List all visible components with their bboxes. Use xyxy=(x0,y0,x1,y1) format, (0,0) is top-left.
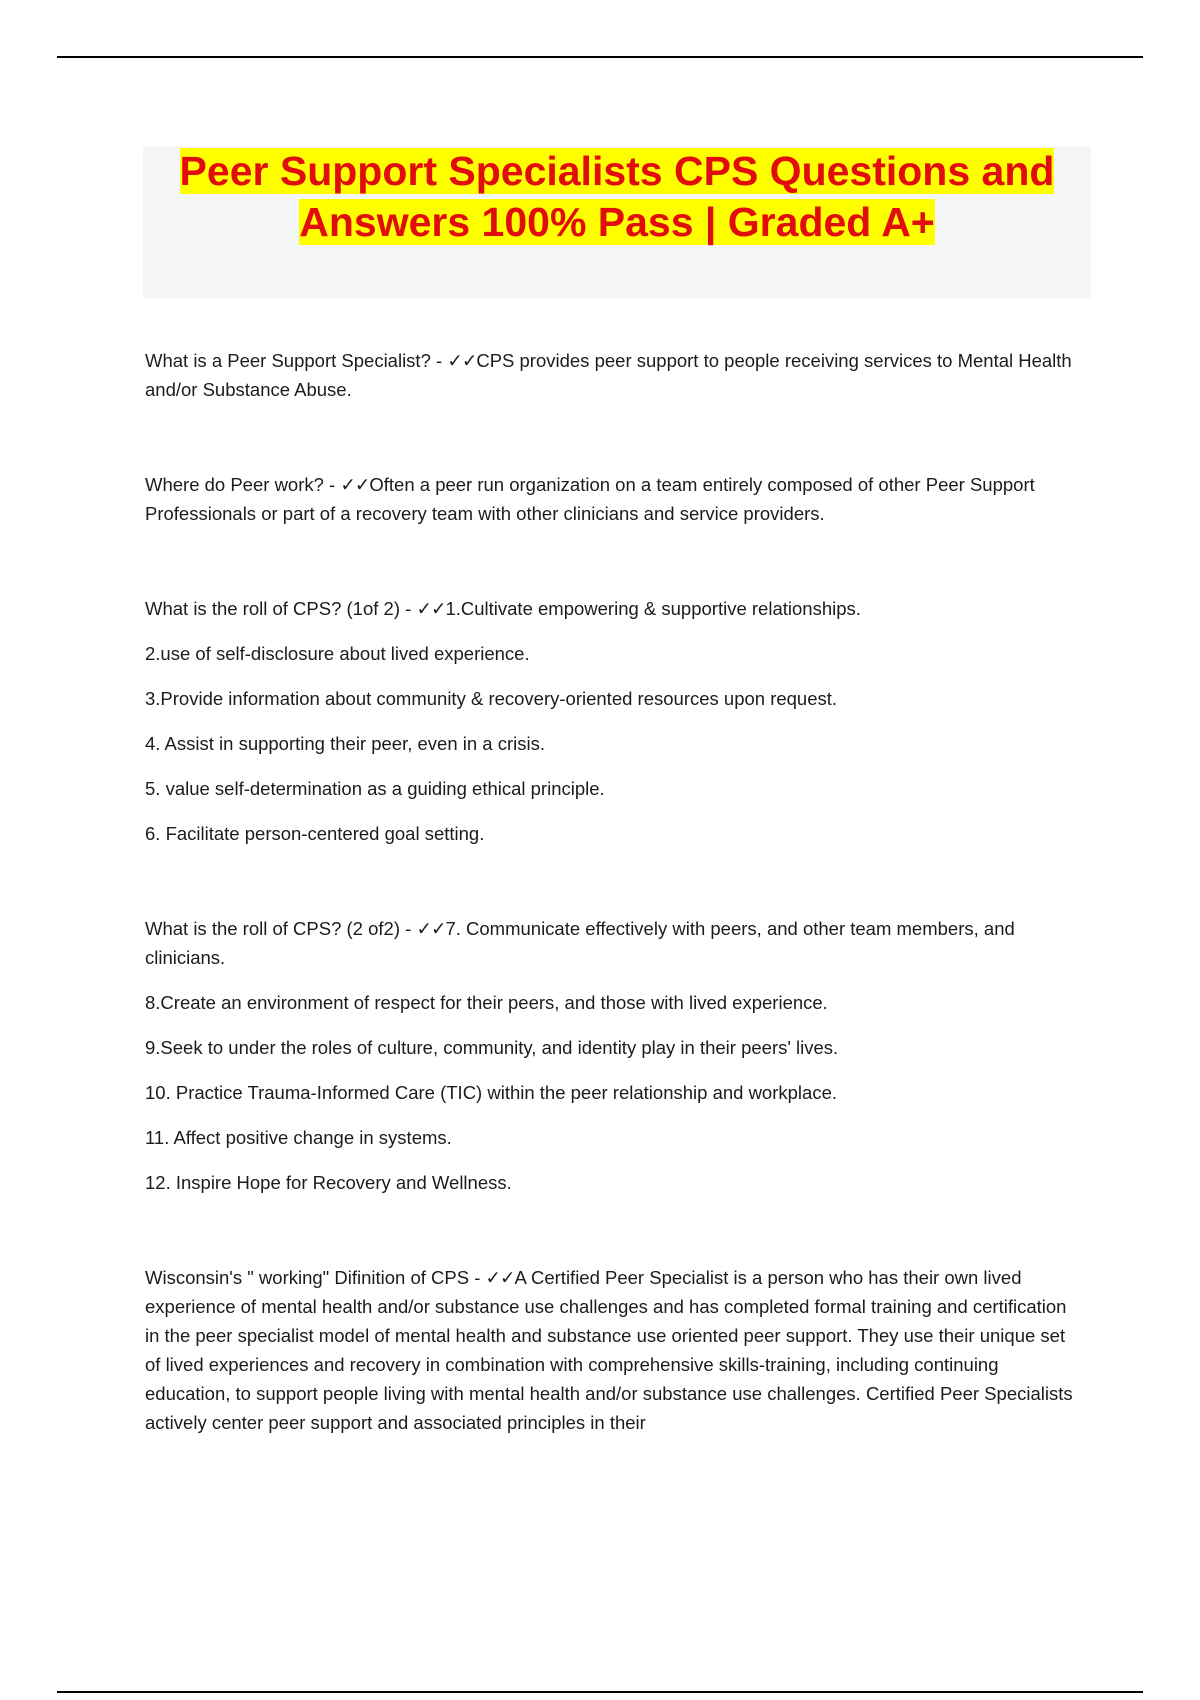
checkmark-icon: ✓✓ xyxy=(416,918,446,939)
question-text: What is the roll of CPS? (2 of2) - xyxy=(145,918,417,939)
qa-item xyxy=(145,346,1085,404)
footer-rule xyxy=(57,1691,1143,1693)
header-rule xyxy=(57,56,1143,58)
title-banner xyxy=(143,146,1091,298)
qa-first-line xyxy=(145,914,1085,972)
answer-line: 4. Assist in supporting their peer, even in a crisis. xyxy=(145,733,546,754)
answer-line: 12. Inspire Hope for Recovery and Wellness. xyxy=(145,1172,512,1193)
answer-line: 2.use of self-disclosure about lived experience. xyxy=(145,643,530,664)
answer-line: 5. value self-determination as a guiding ethical principle. xyxy=(145,778,605,799)
question-text: Wisconsin's " working" Difinition of CPS - xyxy=(145,1267,486,1288)
answer-line: 6. Facilitate person-centered goal setting. xyxy=(145,823,485,844)
answer-text: Often a peer run organization on a team entirely composed of other Peer Support Professionals or part of a recovery team with other clinicians and service providers. xyxy=(145,474,1035,524)
answer-text: 7. Communicate effectively with peers, and other team members, and clinicians. xyxy=(145,918,1015,968)
qa-first-line xyxy=(145,346,1085,404)
question-text: What is a Peer Support Specialist? - xyxy=(145,350,448,371)
answer-text: CPS provides peer support to people receiving services to Mental Health and/or Substance Abuse. xyxy=(145,350,1072,400)
answer-text: A Certified Peer Specialist is a person who has their own lived experience of mental health and/or substance use challenges and has completed formal training and certification in the peer specialist model of mental health and substance use oriented peer support. They use their unique set of lived experiences and recovery in combination with comprehensive skills-training, including continuing education, to support people living with mental health and/or substance use challenges. Certified Peer Specialists actively center peer support and associated principles in their xyxy=(145,1267,1073,1433)
answer-line: 10. Practice Trauma-Informed Care (TIC) within the peer relationship and workplace. xyxy=(145,1082,837,1103)
answer-line: 8.Create an environment of respect for their peers, and those with lived experience. xyxy=(145,992,828,1013)
qa-item xyxy=(145,1263,1085,1437)
qa-content xyxy=(145,346,1085,1437)
answer-line: 9.Seek to under the roles of culture, community, and identity play in their peers' lives. xyxy=(145,1037,839,1058)
checkmark-icon: ✓✓ xyxy=(340,474,370,495)
checkmark-icon: ✓✓ xyxy=(416,598,446,619)
question-text: What is the roll of CPS? (1of 2) - xyxy=(145,598,417,619)
document-title: Peer Support Specialists CPS Questions and Answers 100% Pass | Graded A+ xyxy=(179,148,1055,245)
answer-text: 1.Cultivate empowering & supportive relationships. xyxy=(445,598,861,619)
qa-item xyxy=(145,914,1085,1197)
qa-first-line xyxy=(145,470,1085,528)
qa-item xyxy=(145,594,1085,848)
answer-line: 11. Affect positive change in systems. xyxy=(145,1127,452,1148)
checkmark-icon: ✓✓ xyxy=(485,1267,515,1288)
question-text: Where do Peer work? - xyxy=(145,474,341,495)
answer-line: 3.Provide information about community & recovery-oriented resources upon request. xyxy=(145,688,838,709)
qa-first-line xyxy=(145,1263,1085,1437)
qa-item xyxy=(145,470,1085,528)
qa-first-line xyxy=(145,594,1085,623)
checkmark-icon: ✓✓ xyxy=(447,350,477,371)
